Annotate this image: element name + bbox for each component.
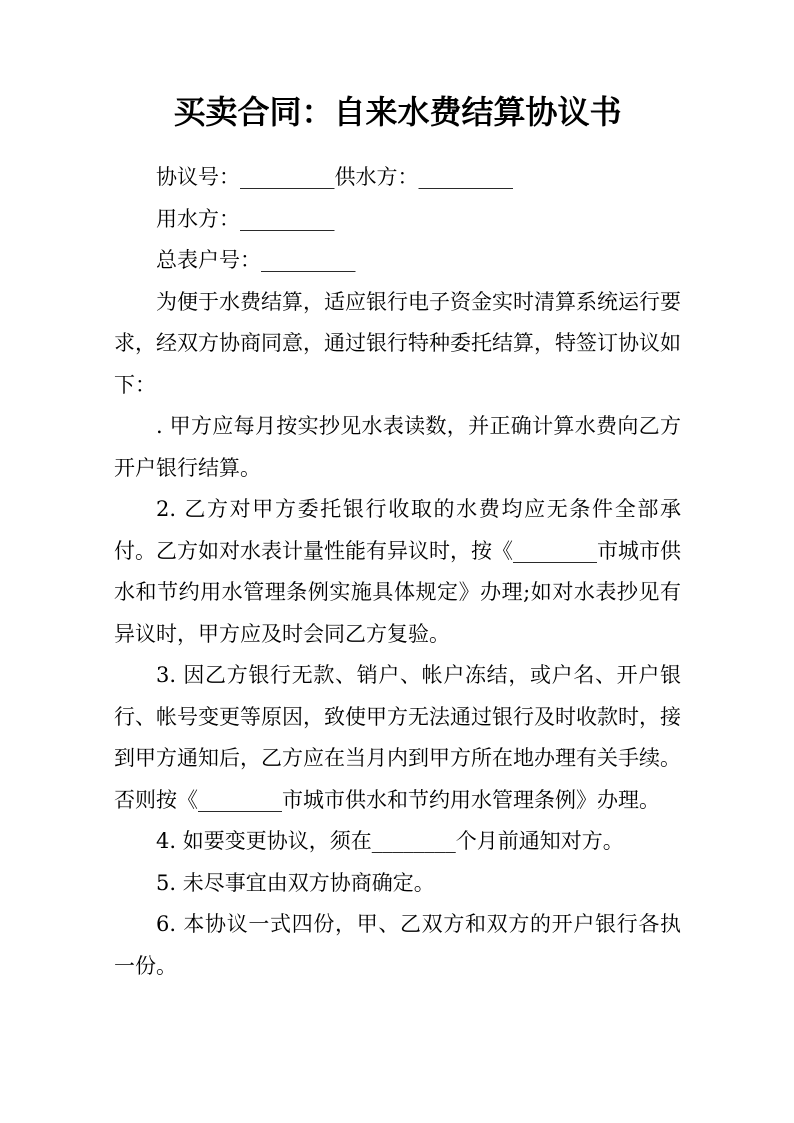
paragraph-clause-5: 5. 未尽事宜由双方协商确定。	[156, 870, 435, 895]
field-master-meter-account: 总表户号：_________	[156, 248, 356, 272]
document-title: 买卖合同：自来水费结算协议书	[173, 93, 622, 131]
paragraph-preamble: 为便于水费结算，适应银行电子资金实时清算系统运行要求，经双方协商同意，通过银行特种委托结算，特签订协议如下：	[114, 289, 681, 397]
paragraph-clause-6: 6. 本协议一式四份，甲、乙双方和双方的开户银行各执一份。	[114, 912, 681, 978]
field-water-user: 用水方：_________	[156, 206, 335, 231]
field-agreement-number-and-supplier: 协议号：_________供水方：_________	[156, 165, 513, 189]
paragraph-clause-4: 4. 如要变更协议，须在________个月前通知对方。	[156, 829, 624, 853]
paragraph-clause-2: 2. 乙方对甲方委托银行收取的水费均应无条件全部承付。乙方如对水表计量性能有异议时，按《________市城市供水和节约用水管理条例实施具体规定》办理;如对水表抄见有异议时，甲方应及时会同乙方复验。	[114, 497, 681, 646]
paragraph-clause-1: . 甲方应每月按实抄见水表读数，并正确计算水费向乙方开户银行结算。	[114, 414, 681, 480]
paragraph-clause-3: 3. 因乙方银行无款、销户、帐户冻结，或户名、开户银行、帐号变更等原因，致使甲方无法通过银行及时收款时，接到甲方通知后，乙方应在当月内到甲方所在地办理有关手续。否则按《________市城市供水和节约用水管理条例》办理。	[114, 663, 681, 812]
